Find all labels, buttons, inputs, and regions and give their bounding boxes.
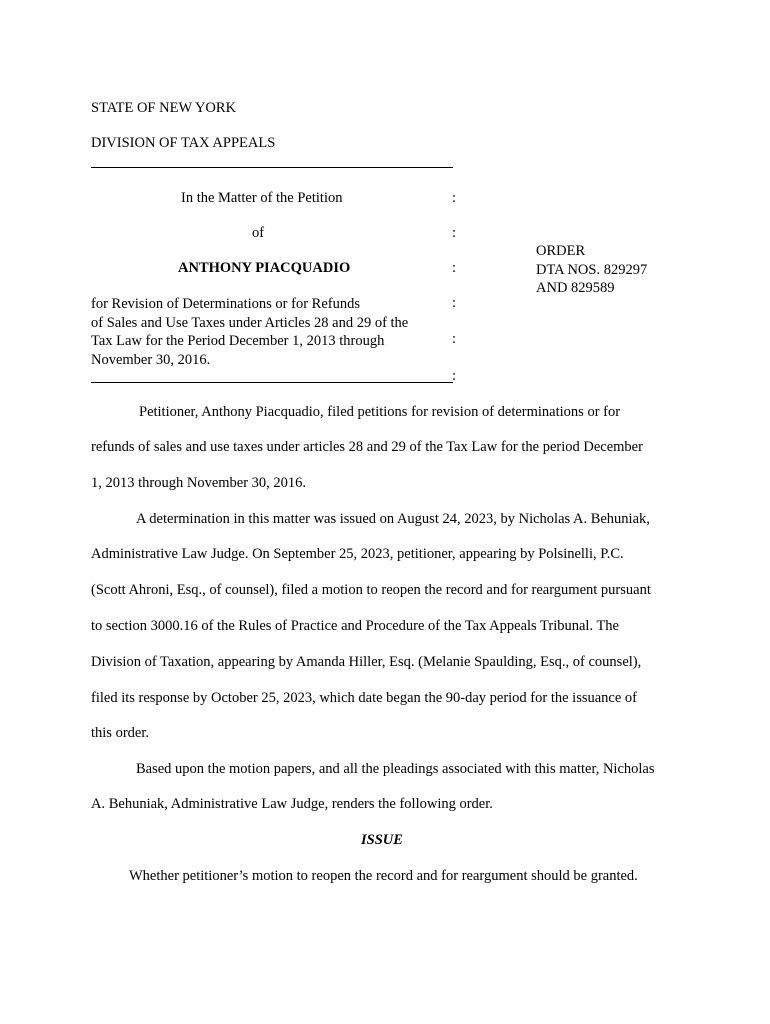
order-title: ORDER [536,243,586,259]
body-line: Based upon the motion papers, and all the pleadings associated with this matter, Nicholas [136,761,655,777]
body-line: A. Behuniak, Administrative Law Judge, renders the following order. [91,796,493,812]
caption-of: of [252,225,265,241]
caption-colon: : [452,331,457,347]
body-line: Administrative Law Judge. On September 25, 2023, petitioner, appearing by Polsinelli, P.C. [91,546,624,562]
caption-colon: : [452,260,457,276]
caption-colon: : [452,190,457,206]
caption-description [91,295,408,369]
body-line: 1, 2013 through November 30, 2016. [91,475,307,491]
body-line: Petitioner, Anthony Piacquadio, filed petitions for revision of determinations or for [139,404,621,420]
caption-matter: In the Matter of the Petition [181,190,343,206]
caption-colon: : [452,295,457,311]
dta-numbers: DTA NOS. 829297 [536,261,648,278]
body-line: this order. [91,725,149,741]
caption-colon: : [452,225,457,241]
caption-colon: : [452,368,457,384]
caption-description-line: Tax Law for the Period December 1, 2013 through [91,333,385,349]
body-line: Division of Taxation, appearing by Amanda Hiller, Esq. (Melanie Spaulding, Esq., of counsel), [91,654,642,670]
issue-heading: ISSUE [361,832,403,848]
body-line: refunds of sales and use taxes under articles 28 and 29 of the Tax Law for the period December [91,439,643,455]
division-heading: DIVISION OF TAX APPEALS [91,135,276,151]
caption-description-line: November 30, 2016. [91,351,211,368]
caption-description-line: of Sales and Use Taxes under Articles 28 and 29 of the [91,314,409,331]
order-block [536,242,647,298]
caption-description-line: for Revision of Determinations or for Refunds [91,296,361,312]
caption-bottom-rule [91,382,453,383]
issue-text: Whether petitioner’s motion to reopen the record and for reargument should be granted. [129,868,638,884]
body-line: to section 3000.16 of the Rules of Practice and Procedure of the Tax Appeals Tribunal. The [91,618,619,634]
body-line: A determination in this matter was issued on August 24, 2023, by Nicholas A. Behuniak, [136,511,650,527]
body-line: (Scott Ahroni, Esq., of counsel), filed a motion to reopen the record and for reargument pursuant [91,582,651,598]
dta-numbers-cont: AND 829589 [536,280,615,296]
petitioner-name: ANTHONY PIACQUADIO [178,260,351,276]
state-heading: STATE OF NEW YORK [91,100,237,116]
body-line: filed its response by October 25, 2023, which date began the 90-day period for the issuance of [91,690,638,706]
caption-top-rule [91,167,453,168]
